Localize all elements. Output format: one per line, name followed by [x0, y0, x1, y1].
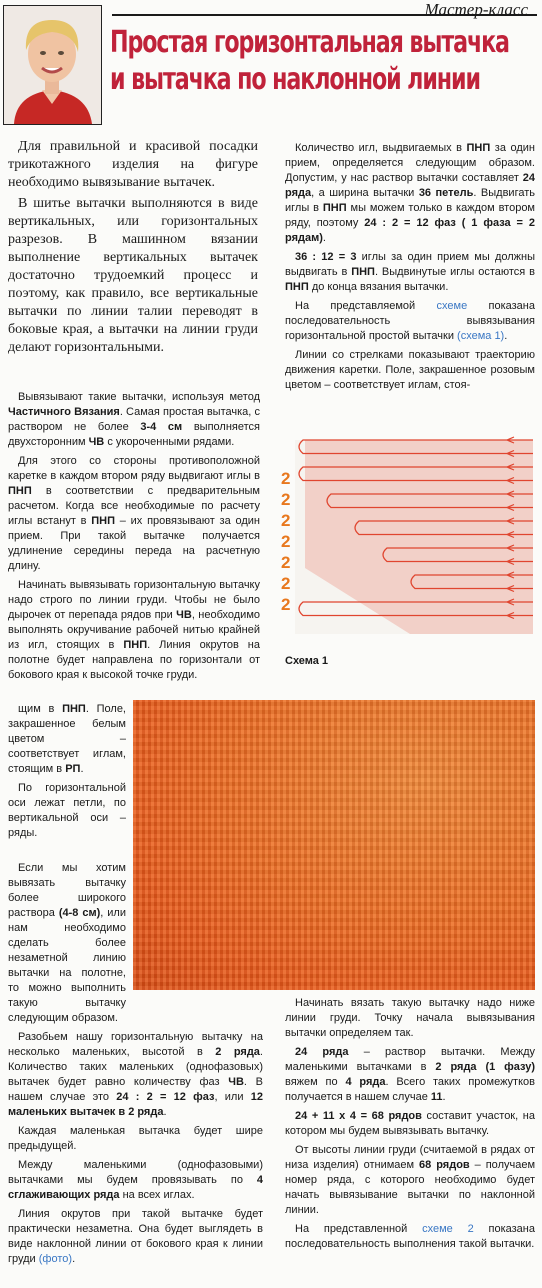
- left-column-1: [8, 390, 260, 687]
- text-paragraph: Если мы хотим вывязать вытачку более широкого раствора (4-8 см), или нам необходимо сделать более незаметной линию вытачки на полотне, то можно выполнить такую вытачку следующим образом.: [8, 862, 126, 1024]
- section-label: Мастер-класс: [424, 0, 528, 19]
- intro-text: [8, 138, 258, 360]
- text-paragraph: Для этого со стороны противоположной каретке в каждом втором ряду выдвигают иглы в ПНП в соответствии с предварительным расчетом. Когда все необходимые по расчету иглы встанут в ПНП – их провязывают за один прием. При такой вытачке получается удлинение середины переда на расчетную длину.: [8, 455, 260, 572]
- row-label: 2: [281, 574, 291, 593]
- text-paragraph: Количество игл, выдвигаемых в ПНП за один прием, определяется следующим образом. Допустим, у нас раствор вытачки составляет 24 ряда, а ширина вытачки 36 петель. Выдвигать иглы в ПНП мы можем только в каждом втором ряду, поэтому 24 : 2 = 12 фаз ( 1 фаза = 2 рядам).: [285, 142, 535, 244]
- text-paragraph: 24 ряда – раствор вытачки. Между маленькими вытачками в 2 ряда (1 фазу) вяжем по 4 ряда. Всего таких промежутков получается в нашем случае 11.: [285, 1046, 535, 1103]
- text-paragraph: Вывязывают такие вытачки, используя метод Частичного Вязания. Самая простая вытачка, с раствором не более 3-4 см выполняется двухсторонним ЧВ с укороченными рядами.: [8, 391, 260, 448]
- article-title: [110, 24, 530, 108]
- text-paragraph: Разобьем нашу горизонтальную вытачку на несколько маленьких, высотой в 2 ряда. Количество таких маленьких (однофазовых) вытачек будет равно количеству фаз ЧВ. В нашем случае это 24 : 2 = 12 фаз, или 12 маленьких вытачек в 2 ряда.: [8, 1031, 263, 1118]
- knit-photo: [133, 700, 535, 990]
- text-paragraph: Линии со стрелками показывают траекторию движения каретки. Поле, закрашенное розовым цветом – соответствует иглам, стоя-: [285, 349, 535, 391]
- row-label: 2: [281, 490, 291, 509]
- text-paragraph: Линия окрутов при такой вытачке будет практически незаметна. Она будет выглядеть в виде наклонной линии от бокового края к линии груди (фото).: [8, 1208, 263, 1265]
- scheme-1-diagram: [275, 428, 537, 670]
- text-paragraph: Начинать вывязывать горизонтальную вытачку надо строго по линии груди. Чтобы не было дырочек от перепада рядов при ЧВ, необходимо выполнять окручивание рабочей нитью крайней из игл, стоящих в ПНП. Линия окрутов на полотне будет направлена по горизонтали от бокового края к высокой точке груди.: [8, 579, 260, 681]
- row-label: 2: [281, 532, 291, 551]
- title-line-1: Простая горизонтальная вытачка: [110, 25, 509, 60]
- intro-paragraph: В шитье вытачки выполняются в виде вертикальных, или горизонтальных разрезов. В машинном вязании выполнение вертикальных вытачек достаточно трудоемкий процесс и поэтому, как правило, все вертикальные вытачки по линии талии переводят в боковые края, а вытачки на линии груди делают горизонтальными.: [8, 196, 258, 355]
- text-paragraph: Каждая маленькая вытачка будет шире предыдущей.: [8, 1125, 263, 1152]
- text-paragraph: От высоты линии груди (считаемой в рядах от низа изделия) отнимаем 68 рядов – получаем номер ряда, с которого необходимо будет начать вывязывание вытачки по наклонной линии.: [285, 1144, 536, 1216]
- bottom-right-column: [285, 996, 535, 1256]
- row-label: 2: [281, 469, 291, 488]
- text-paragraph: На представленной схеме 2 показана последовательность выполнения такой вытачки.: [285, 1223, 535, 1250]
- scheme-1-link[interactable]: (схема 1): [457, 330, 505, 342]
- row-label: 2: [281, 595, 291, 614]
- text-paragraph: На представляемой схеме показана последовательность вывязывания горизонтальной простой вытачки (схема 1).: [285, 300, 535, 342]
- right-column-1: [285, 141, 535, 397]
- text-paragraph: Начинать вязать такую вытачку надо ниже линии груди. Точку начала вывязывания вытачки определяем так.: [285, 997, 535, 1039]
- row-label: 2: [281, 553, 291, 572]
- scheme-2-link[interactable]: схеме 2: [422, 1223, 474, 1235]
- scheme-link[interactable]: схеме: [436, 300, 468, 312]
- row-label: 2: [281, 511, 291, 530]
- title-line-2: и вытачка по наклонной линии: [110, 62, 480, 97]
- text-paragraph: 24 + 11 х 4 = 68 рядов составит участок, на котором мы будем вывязывать вытачку.: [285, 1110, 535, 1137]
- bottom-left-column: [8, 1030, 263, 1271]
- text-paragraph: По горизонтальной оси лежат петли, по вертикальной оси – ряды.: [8, 782, 126, 839]
- text-paragraph: 36 : 12 = 3 иглы за один прием мы должны выдвигать в ПНП. Выдвинутые иглы остаются в ПНП до конца вязания вытачки.: [285, 251, 535, 293]
- text-paragraph: щим в ПНП. Поле, закрашенное белым цветом – соответствует иглам, стоящим в РП.: [8, 703, 126, 775]
- scheme-caption: Схема 1: [285, 655, 329, 667]
- intro-paragraph: Для правильной и красивой посадки трикотажного изделия на фигуре необходимо вывязывание вытачек.: [8, 139, 258, 190]
- text-paragraph: Между маленькими (однофазовыми) вытачками мы будем провязывать по 4 сглаживающих ряда на всех иглах.: [8, 1159, 263, 1201]
- author-photo: [3, 5, 102, 125]
- photo-link[interactable]: (фото): [38, 1253, 73, 1265]
- mid-left-column: [8, 702, 126, 1030]
